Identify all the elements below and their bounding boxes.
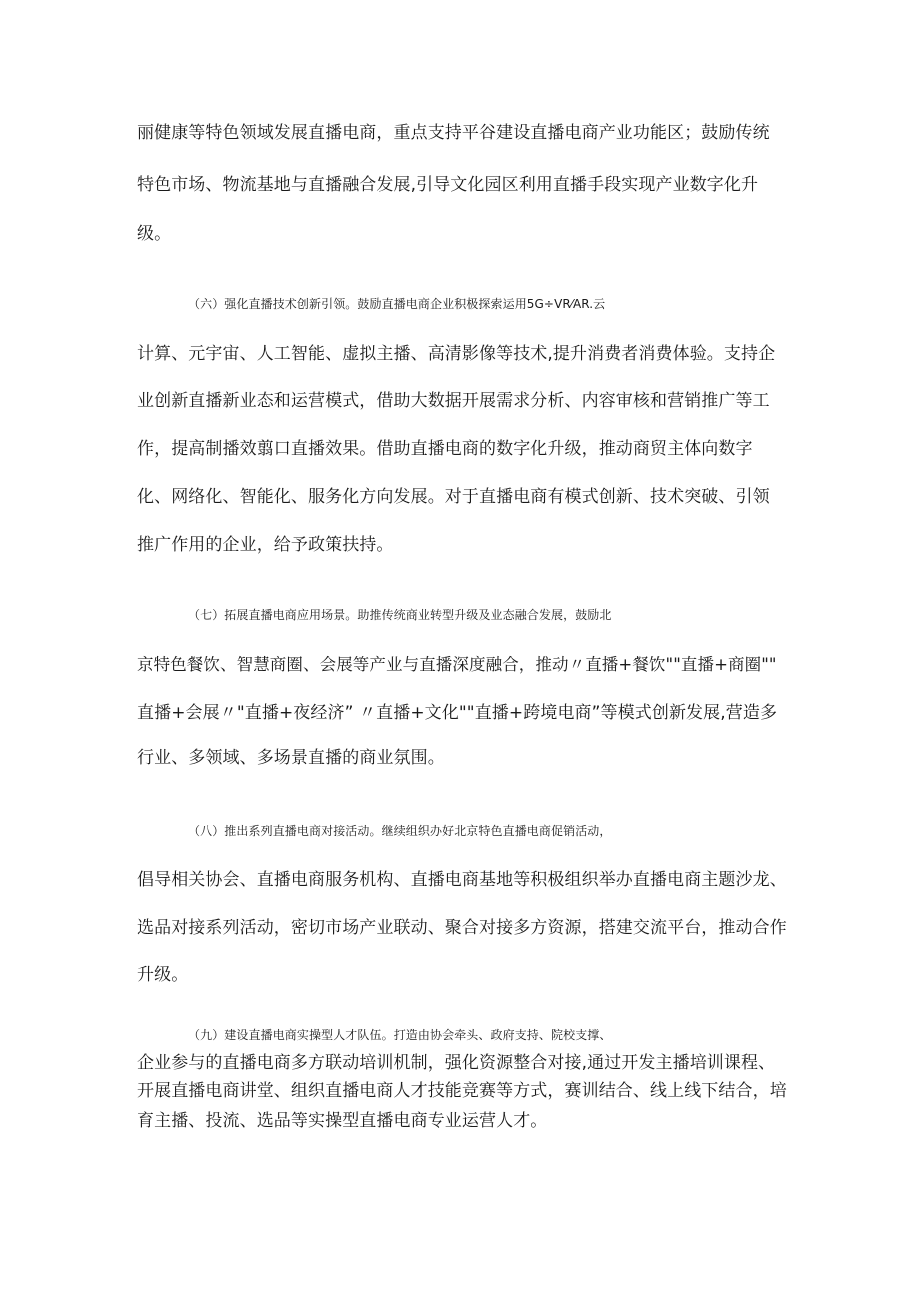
- text-line: 升级。: [137, 965, 189, 985]
- paragraph-heading-line: （八）推出系列直播电商对接活动。继续组织办好北京特色直播电商促销活动，: [188, 824, 612, 838]
- text-line: 业创新直播新业态和运营模式，借助大数据开展需求分析、内容审核和营销推广等工: [137, 391, 770, 411]
- text-line: 行业、多领域、多场景直播的商业氛围。: [137, 748, 445, 768]
- text-line: 选品对接系列活动，密切市场产业联动、聚合对接多方资源，搭建交流平台，推动合作: [137, 918, 787, 938]
- text-line: 京特色餐饮、智慧商圈、会展等产业与直播深度融合，推动〃直播+餐饮""直播+商圈"": [137, 655, 777, 674]
- text-line: 丽健康等特色领域发展直播电商，重点支持平谷建设直播电商产业功能区；鼓励传统: [137, 123, 770, 143]
- text-line: 化、网络化、智能化、服务化方向发展。对于直播电商有模式创新、技术突破、引领: [137, 487, 770, 507]
- text-line: 推广作用的企业，给予政策扶持。: [137, 535, 394, 555]
- paragraph-heading-line: （六）强化直播技术创新引领。鼓励直播电商企业积极探索运用5G÷VR⁄AR.云: [188, 297, 606, 311]
- text-line: 特色市场、物流基地与直播融合发展,引导文化园区利用直播手段实现产业数字化升: [137, 175, 759, 195]
- paragraph-heading-line: （九）建设直播电商实操型人才队伍。打造由协会牵头、政府支持、院校支撑、: [188, 1028, 612, 1042]
- text-line: 直播+会展〃"直播+夜经济” 〃直播+文化""直播+跨境电商”等模式创新发展,营造多: [137, 703, 778, 723]
- text-line: 开展直播电商讲堂、组织直播电商人才技能竞赛等方式，赛训结合、线上线下结合，培: [137, 1081, 787, 1101]
- text-line: 育主播、投流、选品等实操型直播电商专业运营人才。: [137, 1111, 548, 1131]
- text-line: 计算、元宇宙、人工智能、虚拟主播、高清影像等技术,提升消费者消费体验。支持企: [137, 344, 776, 364]
- text-line: 企业参与的直播电商多方联动培训机制，强化资源整合对接,通过开发主播培训课程、: [137, 1053, 776, 1073]
- text-line: 倡导相关协会、直播电商服务机构、直播电商基地等积极组织举办直播电商主题沙龙、: [137, 870, 787, 890]
- paragraph-heading-line: （七）拓展直播电商应用场景。助推传统商业转型升级及业态融合发展，鼓励北: [188, 608, 612, 622]
- text-line: 级。: [137, 224, 172, 244]
- text-line: 作，提高制播效翦口直播效果。借助直播电商的数字化升级，推动商贸主体向数字: [137, 439, 753, 459]
